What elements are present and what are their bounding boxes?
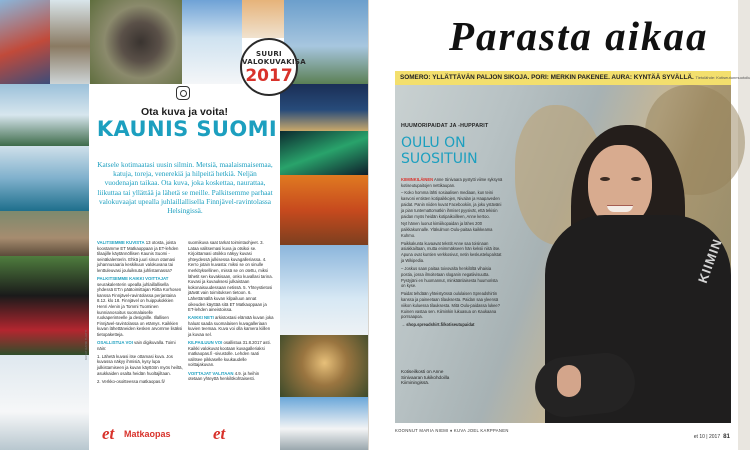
ticker-source: Tietolähde: Kotiseutunmuotoilu	[695, 75, 750, 80]
photo-tile-swimmer	[0, 146, 89, 211]
photo-tile-boats	[280, 84, 369, 131]
photo-tile-owl	[280, 335, 369, 397]
col1-text-1: 13 otosta, joista koostamme ET Matkaoppaan ja ET-lehden tilaajille käytännöllisen Kaunis Suomi -seinäkalenterin. Ehkä juuri sinun otamasi juhannusaaria keskikuun valokuvana tai lenttuleuvasi jouluiksuta juhlistamassa?	[97, 240, 179, 273]
folio-page-number: 81	[723, 433, 730, 440]
camera-icon	[176, 86, 190, 100]
badge-line-2: VALOKUVAKISA	[242, 58, 306, 66]
photo-tile-lakeside-cottage	[0, 84, 89, 146]
article-body	[401, 177, 503, 329]
photo-tile-autumn-forest	[280, 175, 369, 245]
photo-credit-vertical: KUVAT KATRI TUUTTI	[84, 329, 88, 360]
col2-text-1: suomikuva saat tarkat toimintaohjeet. 3. Lataa valitsemasi kuva ja otsikoi se. Kirjoittamasi otsikko näkyy kuvasi yhteydessä julkisessa kuvagalleriassa. 4. Kerro jotain kuvasta: miksi se on sinulle merkityksellinen, missä se on otettu, miksi lähetit sen kuvakisaan, onko kuvallasi tarina. Kuvasi ja kuvauksesi julkaistaan kokonaisuudessaan netissä. 5. Yhteystietosi jäävät vain toimituksen tietoon. 6. Lähettämällä kuvan kilpailuun annat oikeuden käyttää sitä ET Matkaoppaan ja ET-lehden aineistoissa.	[188, 240, 273, 313]
ticker-text: SOMERO: YLLÄTTÄVÄN PALJON SIKOJA. PORI: MERKIN PAKENEE. AURA: KYNTÄÄ SYVÄLLÄ.	[400, 74, 694, 81]
body-paragraph	[401, 177, 503, 189]
contest-kicker: Ota kuva ja voita!	[141, 106, 228, 118]
photo-tile-hedgehog	[90, 0, 182, 84]
body-paragraph: Nyt hänen luonut kimiiikopaidan ja lähes 200 paikkakunnalle. Yläkulmon Oulu-paitaa kaikkeama Kuhmo.	[401, 221, 493, 239]
col1-head-1: VALITSEMME KUVISTA	[97, 240, 145, 245]
col2-head-2: KAIKKI NETI	[188, 315, 214, 321]
left-page	[0, 0, 369, 450]
contest-column-2	[188, 240, 274, 384]
matkaopas-logo: Matkaopas	[124, 429, 171, 439]
col2-text-3: osallistua 31.8.2017 asti. Kaikki valokuvat kootaan kuvagalleriaksi matkaopas.fi -sivustolle. Lehden raati valitsee pikkaselle kuukaudelle voittajakuvan.	[188, 340, 271, 368]
col2-text-2: arkistostasi elämää kuvan joka haluat saada suomalaisen kuvagalleriaan kuvien teemaa. Kuva voi olla kamera kiillen ja kuvaa sel.	[188, 315, 274, 337]
article-headline: OULU ON SUOSITUIN	[401, 135, 478, 167]
photo-tile-folk-costume	[0, 256, 89, 355]
body-paragraph: – Joskus saan paitaa toivovalta henkilöltä vihaisia postia, jossa ilmoitetaan sloganin negatiivisuutta. Pystyjäni en huomannut, minkäänlaisesta huumorista on kyse.	[401, 265, 498, 289]
portrait-eye-left	[600, 177, 610, 181]
photo-tile-reindeer	[50, 0, 90, 84]
col2-head-4: VOITTAJAT VALITAAN	[188, 370, 234, 376]
photo-tile-winter-sky	[242, 0, 284, 38]
body-paragraph: – Koko homma lähti sosiaalisen mediaan, kun teini kasvoni entisten kotipaikkojen, Nivalan ja Haapaveden paidat. Panin niiden kuvat Facebookiin, ja joku ystäväni ja pian tuntemattomatkin ihmiset pyysivät, että tekisin paidan myös heidän kotipaikoilleen, Anne kertoo.	[401, 190, 502, 219]
col1-head-3: OSALLISTUA VOI	[97, 340, 133, 346]
contest-badge	[240, 38, 306, 96]
portrait-hand	[557, 365, 581, 397]
badge-line-1: SUURI	[256, 50, 282, 58]
page-folio	[694, 433, 730, 440]
body-paragraph: Paidat tehdään yhteistyössä oululaisen Spreadshirtin kanssa ja paineetaan tilauksesta. Paidan saa yleensä viikon kuluessa tilauksesta. Mitä Oulu-paidassa lukee? Kuinen vastaa sen. Kiiminkin lukuasua on Kaukaana porrsaapoa.	[401, 290, 500, 320]
shop-link[interactable]: → shop.spreadshirt.fi/kotiseutupaidat	[401, 321, 475, 327]
photo-tile-snowy-lane	[0, 355, 89, 450]
et-magazine-logo: et	[213, 424, 226, 443]
ticker-bar	[395, 71, 750, 85]
photo-caption: Kotiseilkosti on Anne Sinivaaran tukikohdoilla Kiiminingissä.	[401, 369, 450, 386]
folio-issue: et 10 | 2017	[693, 434, 721, 440]
photo-tile-people-yard	[0, 211, 89, 256]
et-logo: et	[102, 424, 115, 443]
body-text: Anne Sinivaara pystytti viime syksynä kotiseutupaitojen nettikaupan.	[401, 177, 503, 188]
photo-tile-aurora	[280, 131, 369, 175]
portrait-smile	[607, 205, 633, 212]
col1-text-2: seurakalenterin upealla juhlaillallisella yhdessä ET:n päätoimittajan Riitta Korhosen kanssa Finnjävel-ravintolassa perjantaina 8.12. klo 18. Finnjävel on huippukokkien Henri Alenin ja Tommi Tuominen kunnianosoitus suomalaiselle ruokaperinteelle ja designille. Illallisen Finnjävel-ravintolassa on etämys. Kaikkien kuvan lähettäneiden kesken arvomme lisäksi tietopaketteja.	[97, 281, 183, 337]
col1-text-3: vain digikuvalla. Toimi näin:	[97, 340, 176, 351]
section-title: Parasta aikaa	[449, 13, 709, 59]
photo-tile-snow-trees	[182, 0, 242, 84]
badge-year: 2017	[245, 66, 293, 86]
col1-list-1: 1. Lähetä kuvasi itse ottamasi kuva. Jos kuvassa näkyy ihmisiä, kysy lupa julkistamiseen ja kuvan käyttöön myös heiltä, asukkaiden osalta heidän huoltajiltaan.	[97, 353, 183, 376]
hoodie-print: KIIMIN	[695, 236, 725, 286]
col1-list-2: 2. Verkko-osoitteessa matkaopas.fi/	[97, 378, 165, 384]
col1-head-2: PALKITSEMME KAIKKI VOITTAJAT	[97, 276, 169, 282]
body-paragraph: Paikkakunta kuvaavat tekstit Anne saa toisinaan asiakkailtaan, mutta enimmäkseen hän keksii niitä itse. Apuna ovat kuntien verkkosivut, netin keskustelupalstat ja Wikipedia.	[401, 240, 502, 264]
col2-head-3: KILPAILUUN VOI	[188, 340, 223, 346]
photo-tile-children	[0, 0, 50, 84]
photo-tile-paraglider	[280, 245, 369, 335]
contest-column-1	[97, 240, 183, 387]
body-lead-word: KIIMINKILÄINEN	[401, 177, 434, 182]
photo-tile-cathedral	[280, 397, 369, 450]
contest-lead: Katsele kotimaatasi uusin silmin. Metsiä, maalaismaisemaa, katuja, toreja, venerekiä ja hilpeitä hetkiä. Neljän vuodenajan taikaa. Ota kuva, joka koskettaa, naurattaa, liikuttaa tai yllättää ja lähetä se meille. Palkitsemme parhaat valokuvaajat upealla juhlaillallisella Finnjävel-ravintolassa Helsingissä.	[97, 160, 273, 216]
right-page	[369, 0, 750, 450]
portrait-eye-right	[631, 177, 641, 181]
article-kicker: HUUMORIPAIDAT JA -HUPPARIT	[401, 123, 489, 129]
col2-text-4: 4.9. ja heihin otetaan yhteyttä henkilökohtaisesti.	[188, 370, 260, 382]
article-credits: KOONNUT MARIA NIEMI ♦ KUVA JOEL KARPPANEN	[395, 428, 509, 433]
contest-headline: KAUNIS SUOMI	[96, 117, 278, 141]
